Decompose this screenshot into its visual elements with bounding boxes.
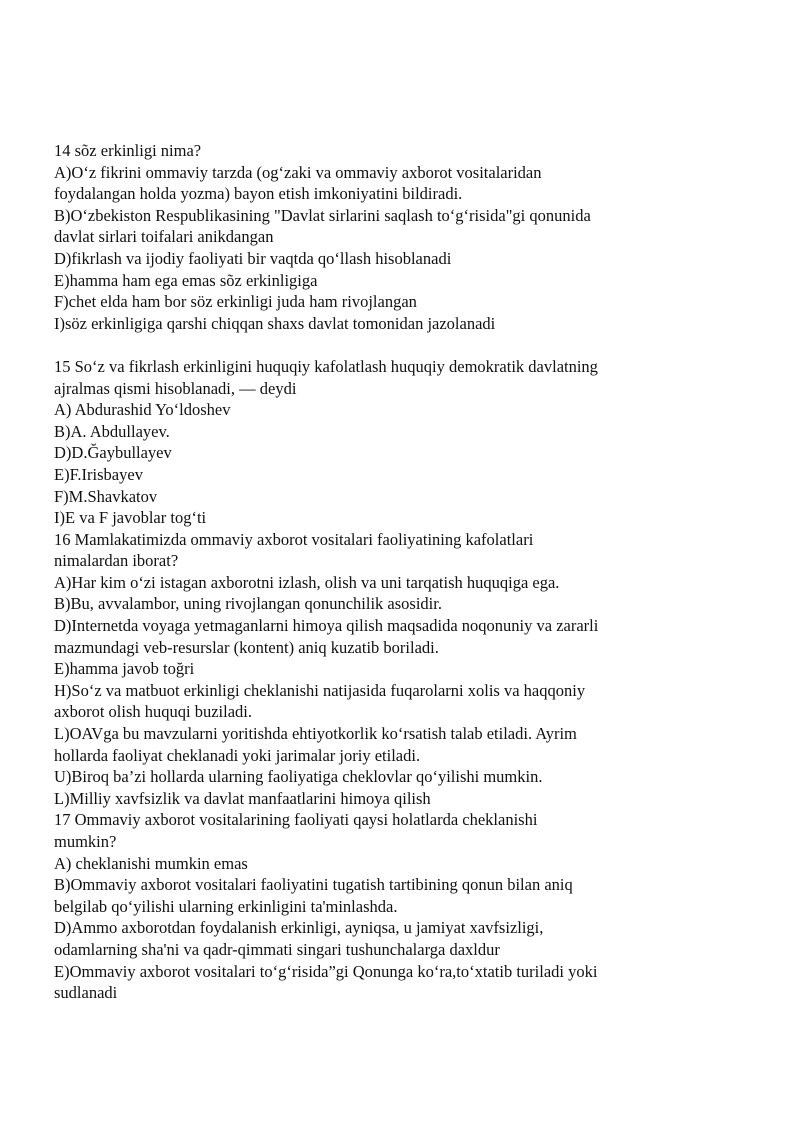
text-line: A) cheklanishi mumkin emas <box>54 853 248 873</box>
text-line: H)So‘z va matbuot erkinligi cheklanishi natijasida fuqarolarni xolis va haqqoniy <box>54 680 586 700</box>
text-line: axborot olish huquqi buziladi. <box>54 702 252 722</box>
text-line: L)OAVga bu mavzularni yoritishda ehtiyotkorlik ko‘rsatish talab etiladi. Ayrim <box>54 724 577 744</box>
text-line: D)fikrlash va ijodiy faoliyati bir vaqtda qo‘llash hisoblanadi <box>54 248 452 268</box>
text-line: D)Internetda voyaga yetmaganlarni himoya qilish maqsadida noqonuniy va zararli <box>54 616 599 636</box>
text-line: mazmundagi veb-resurslar (kontent) aniq kuzatib boriladi. <box>54 637 439 657</box>
text-line: L)Milliy xavfsizlik va davlat manfaatlarini himoya qilish <box>54 788 431 808</box>
text-line: A) Abdurashid Yo‘ldoshev <box>54 400 231 420</box>
text-line: F)chet elda ham bor söz erkinligi juda ham rivojlangan <box>54 292 417 312</box>
text-line: I)E va F javoblar tog‘ti <box>54 508 207 528</box>
text-line: davlat sirlari toifalari anikdangan <box>54 227 274 247</box>
text-line: B)O‘zbekiston Respublikasining "Davlat sirlarini saqlash to‘g‘risida"gi qonunida <box>54 205 591 225</box>
text-line: D)Ammo axborotdan foydalanish erkinligi, ayniqsa, u jamiyat xavfsizligi, <box>54 918 544 938</box>
blank-line <box>54 334 754 356</box>
text-line: foydalangan holda yozma) bayon etish imkoniyatini bildiradi. <box>54 184 463 204</box>
text-line: F)M.Shavkatov <box>54 486 158 506</box>
document-page <box>54 140 754 1004</box>
text-line: belgilab qo‘yilishi ularning erkinligini ta'minlashda. <box>54 896 398 916</box>
text-line: mumkin? <box>54 832 117 851</box>
text-line: E)hamma javob toğri <box>54 659 195 679</box>
text-line: E)Ommaviy axborot vositalari to‘g‘risida”gi Qonunga ko‘ra,to‘xtatib turiladi yoki <box>54 961 598 981</box>
text-line: hollarda faoliyat cheklanadi yoki jarimalar joriy etiladi. <box>54 745 421 765</box>
text-line: U)Biroq ba’zi hollarda ularning faoliyatiga cheklovlar qo‘yilishi mumkin. <box>54 767 543 787</box>
text-line: sudlanadi <box>54 983 118 1003</box>
text-line: 17 Ommaviy axborot vositalarining faoliyati qaysi holatlarda cheklanishi <box>54 810 538 830</box>
text-line: B)Ommaviy axborot vositalari faoliyatini tugatish tartibining qonun bilan aniq <box>54 875 573 895</box>
text-line: nimalardan iborat? <box>54 551 179 571</box>
text-line: ajralmas qismi hisoblanadi, — deydi <box>54 378 297 398</box>
text-line: odamlarning sha'ni va qadr-qimmati singari tushunchalarga daxldur <box>54 939 500 959</box>
text-line: D)D.Ğaybullayev <box>54 443 172 463</box>
text-line: 16 Mamlakatimizda ommaviy axborot vositalari faoliyatining kafolatlari <box>54 529 534 549</box>
text-line: A)O‘z fikrini ommaviy tarzda (og‘zaki va ommaviy axborot vositalaridan <box>54 162 542 182</box>
text-line: 15 So‘z va fikrlash erkinligini huquqiy kafolatlash huquqiy demokratik davlatning <box>54 356 598 376</box>
text-line: B)A. Abdullayev. <box>54 421 170 441</box>
text-line: B)Bu, avvalambor, uning rivojlangan qonunchilik asosidir. <box>54 594 442 614</box>
text-line: E)F.Irisbayev <box>54 464 143 484</box>
text-line: I)söz erkinligiga qarshi chiqqan shaxs davlat tomonidan jazolanadi <box>54 313 496 333</box>
text-line: A)Har kim o‘zi istagan axborotni izlash, olish va uni tarqatish huquqiga ega. <box>54 572 560 592</box>
text-line: 14 sõz erkinligi nima? <box>54 141 202 160</box>
text-line: E)hamma ham ega emas sõz erkinligiga <box>54 270 318 290</box>
